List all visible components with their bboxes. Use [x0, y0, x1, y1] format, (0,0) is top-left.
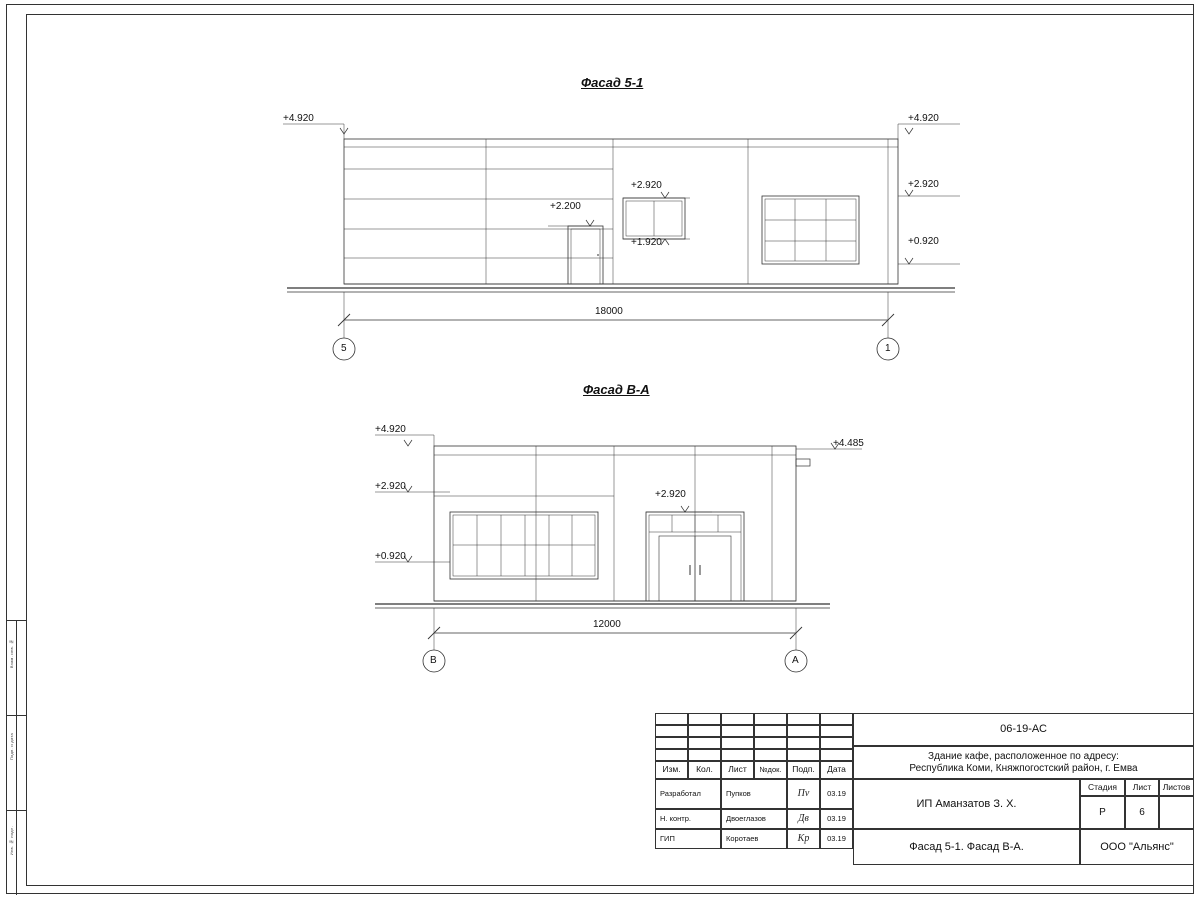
tb-stage-value: Р — [1080, 796, 1125, 829]
tb-col-list: Лист — [721, 761, 754, 779]
facade2-mark-left-0920: +0.920 — [375, 551, 406, 562]
title-block — [655, 713, 1194, 880]
tb-object-line2: Республика Коми, Княжпогостский район, г. Емва — [909, 762, 1138, 774]
strip-label-1: Подп. и дата — [9, 733, 14, 761]
tb-code: 06-19-АС — [853, 713, 1194, 746]
tb-sheets-value — [1159, 796, 1194, 829]
facade1-mark-door-top: +2.200 — [550, 201, 581, 212]
tb-sheet-header: Лист — [1125, 779, 1159, 796]
facade1-mark-top-right: +4.920 — [908, 113, 939, 124]
facade1-dimension: 18000 — [595, 306, 623, 317]
strip-label-2: Инв. № подл. — [9, 826, 14, 856]
facade1-mark-right-0920: +0.920 — [908, 236, 939, 247]
tb-col-izm: Изм. — [655, 761, 688, 779]
tb-row1-name: Двоеглазов — [721, 809, 787, 829]
tb-row1-sign: Дв — [787, 809, 820, 829]
facade2-dimension: 12000 — [593, 619, 621, 630]
tb-row0-date: 03.19 — [820, 779, 853, 809]
facade1-mark-right-2920: +2.920 — [908, 179, 939, 190]
facade2-axis-right: А — [792, 655, 799, 666]
tb-stage-header: Стадия — [1080, 779, 1125, 796]
tb-object — [853, 746, 1194, 779]
tb-row1-date: 03.19 — [820, 809, 853, 829]
tb-sheets-header: Листов — [1159, 779, 1194, 796]
tb-row0-sign: Пv — [787, 779, 820, 809]
tb-row2-name: Коротаев — [721, 829, 787, 849]
tb-col-podp: Подп. — [787, 761, 820, 779]
facade1-axis-left: 5 — [341, 343, 347, 354]
tb-company: ООО "Альянс" — [1080, 829, 1194, 865]
facade2-axis-left: В — [430, 655, 437, 666]
tb-sheet-title: Фасад 5-1. Фасад В-А. — [853, 829, 1080, 865]
facade1-axis-right: 1 — [885, 343, 891, 354]
facade1-mark-top-left: +4.920 — [283, 113, 314, 124]
facade1-title: Фасад 5-1 — [581, 75, 644, 90]
tb-sheet-value: 6 — [1125, 796, 1159, 829]
facade2-mark-top-left: +4.920 — [375, 424, 406, 435]
tb-row2-role: ГИП — [655, 829, 721, 849]
tb-row0-name: Пупков — [721, 779, 787, 809]
facade1-mark-window-bottom: +1.920 — [631, 237, 662, 248]
facade2-mark-door-top: +2.920 — [655, 489, 686, 500]
tb-col-data: Дата — [820, 761, 853, 779]
facade2-mark-top-right: +4.485 — [833, 438, 864, 449]
tb-customer: ИП Аманзатов З. Х. — [853, 779, 1080, 829]
tb-row2-date: 03.19 — [820, 829, 853, 849]
tb-col-kol: Кол. — [688, 761, 721, 779]
strip-label-0: Взам. инв. № — [9, 639, 14, 669]
facade2-title: Фасад В-А — [583, 382, 650, 397]
facade1-mark-window-top: +2.920 — [631, 180, 662, 191]
left-margin-strip — [6, 620, 26, 894]
tb-row0-role: Разработал — [655, 779, 721, 809]
tb-object-line1: Здание кафе, расположенное по адресу: — [928, 751, 1119, 762]
tb-row2-sign: Кр — [787, 829, 820, 849]
tb-col-ndok: №док. — [754, 761, 787, 779]
tb-row1-role: Н. контр. — [655, 809, 721, 829]
facade2-mark-left-2920: +2.920 — [375, 481, 406, 492]
